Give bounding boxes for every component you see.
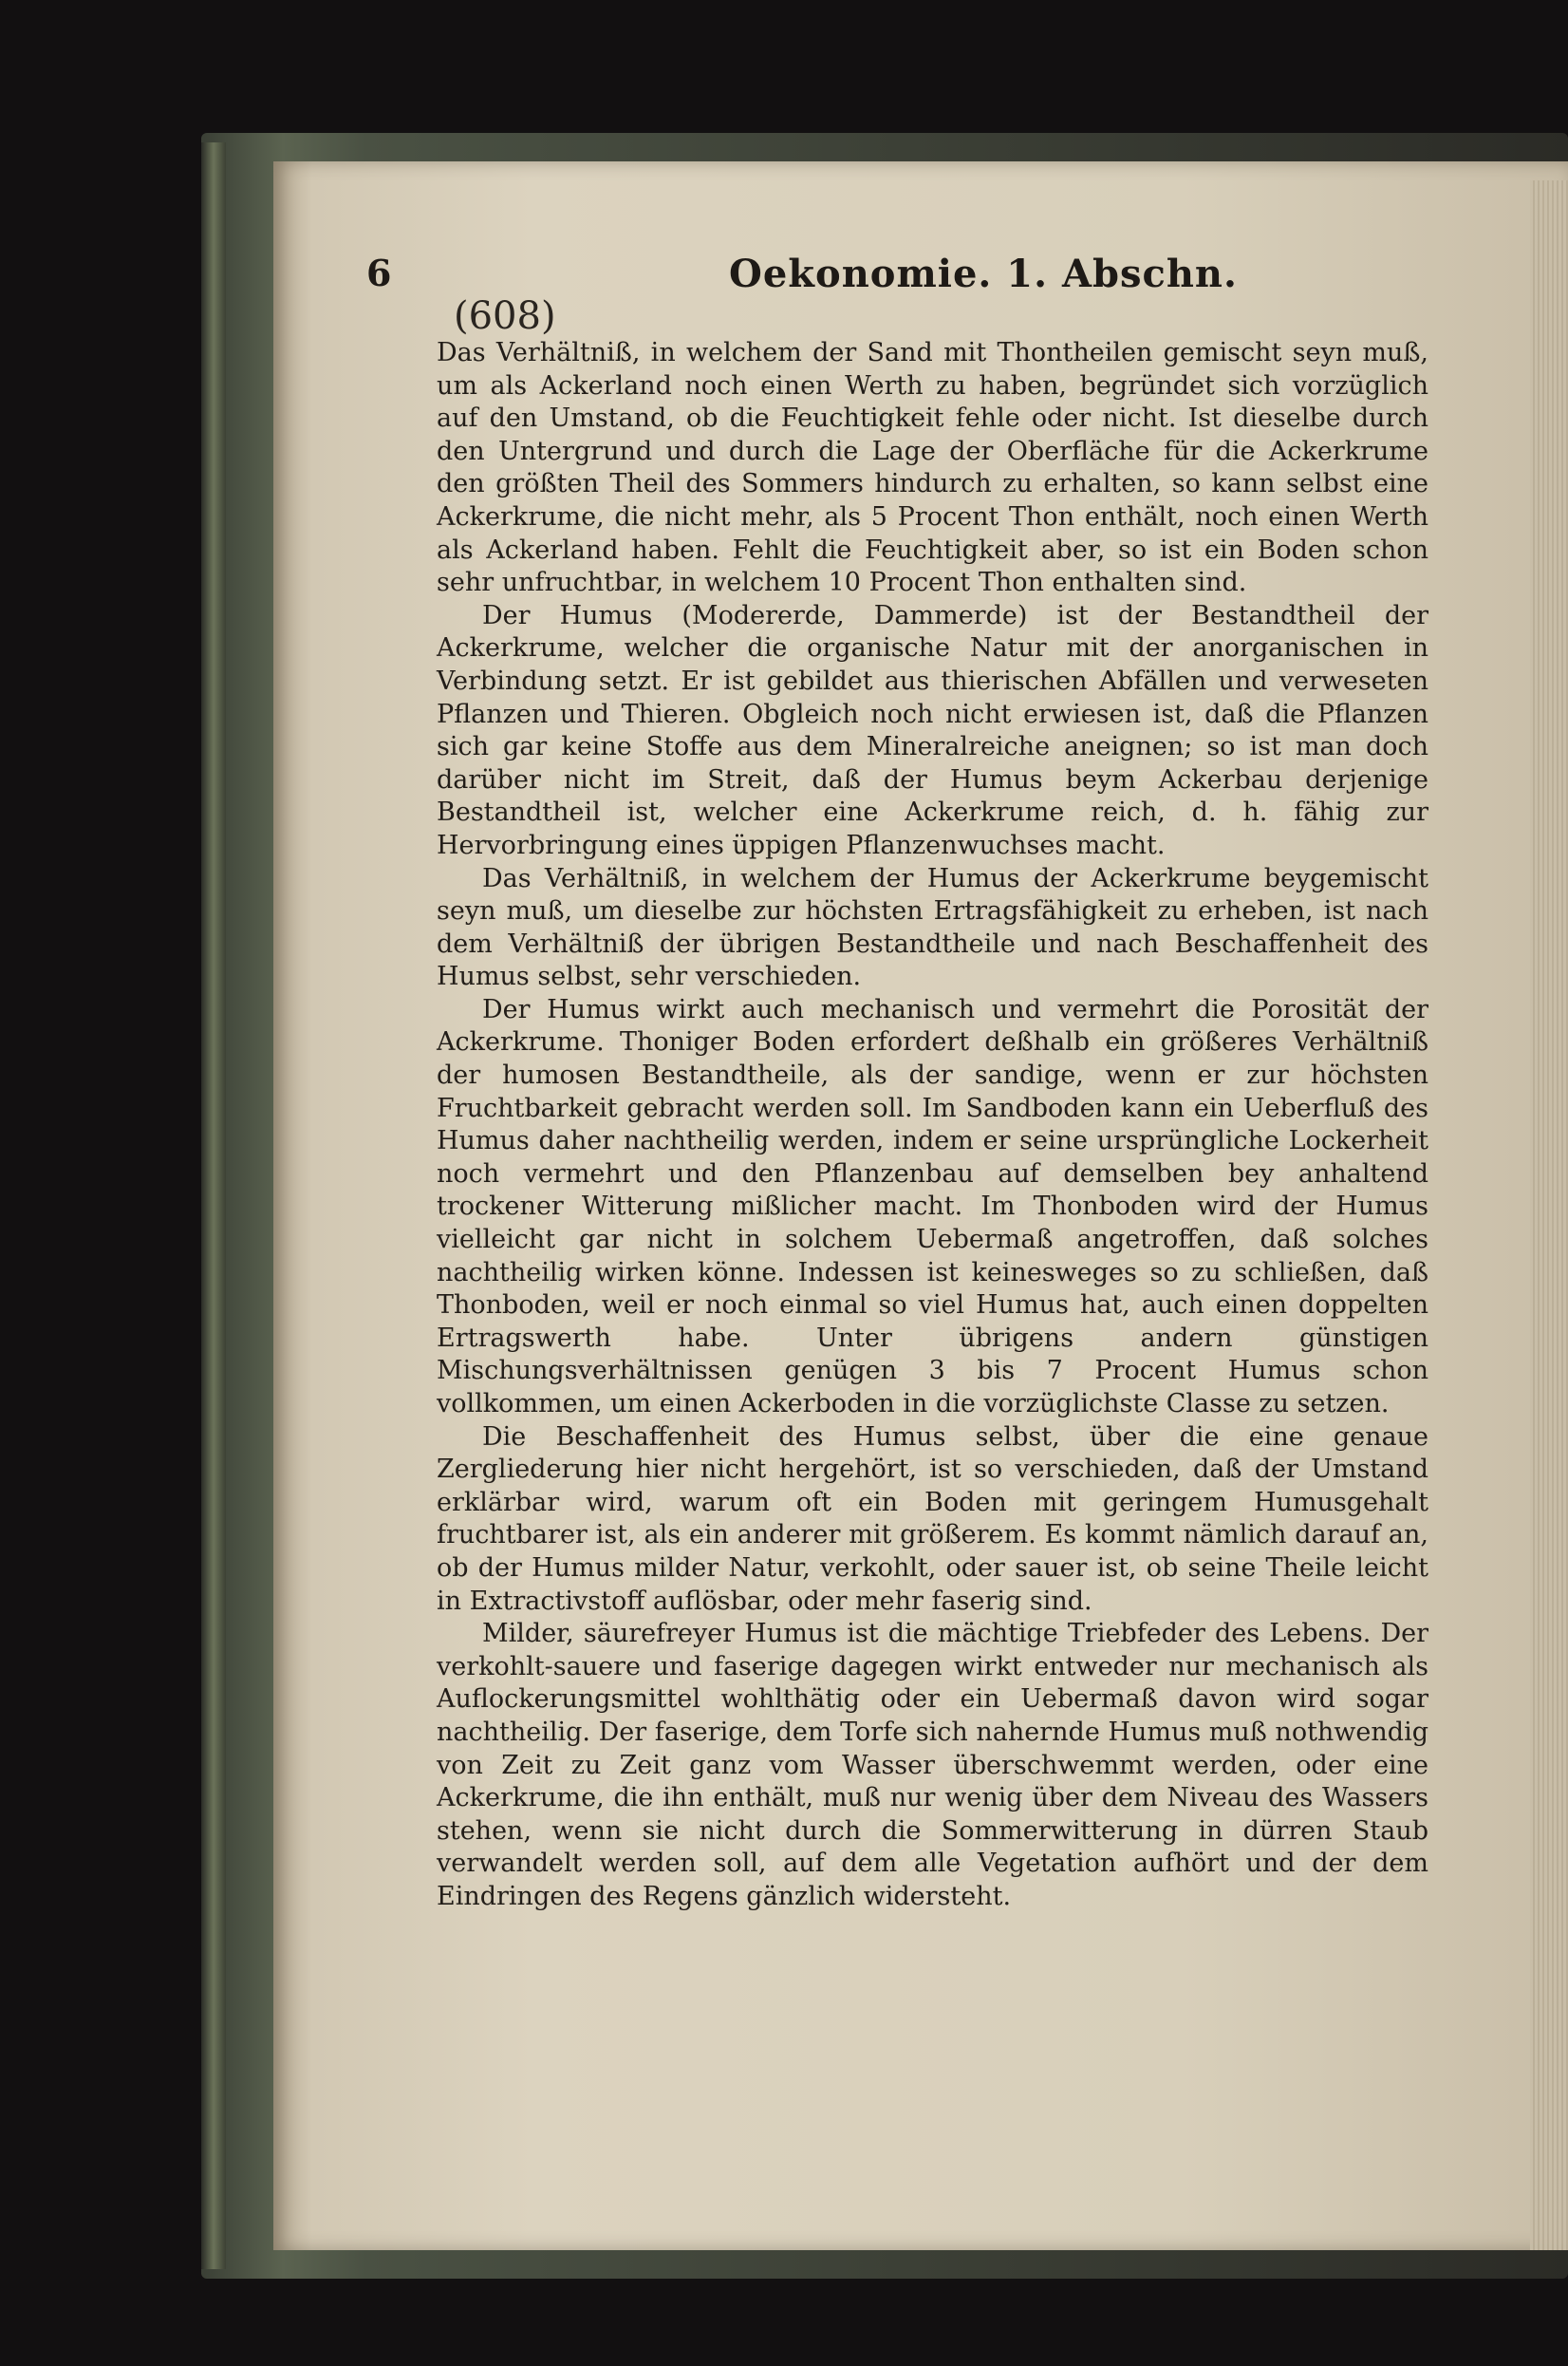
- paragraph-humus-porosity: Der Humus wirkt auch mechanisch und vermehrt die Porosität der Ackerkrume. Thoniger Boden erfordert deßhalb ein größeres Verhältniß der humosen Bestandtheile, als der sandige, wenn er zur höchsten Fruchtbarkeit gebracht werden soll. Im Sandboden kann ein Ueberfluß des Humus daher nachtheilig werden, indem er seine ursprüngliche Lockerheit noch vermehrt und den Pflanzenbau auf demselben bey anhaltend trockener Witterung mißlicher macht. Im Thonboden wird der Humus vielleicht gar nicht in solchem Uebermaß angetroffen, daß solches nachtheilig wirken könne. Indessen ist keinesweges so zu schließen, daß Thonboden, weil er noch einmal so viel Humus hat, auch einen doppelten Ertragswerth habe. Unter übrigens andern günstigen Mischungsverhältnissen genügen 3 bis 7 Procent Humus schon vollkommen, um einen Ackerboden in die vorzüglichste Classe zu setzen.: [437, 994, 1428, 1418]
- book-spine-edge: [201, 142, 226, 2269]
- paragraph-humus-ratio: Das Verhältniß, in welchem der Humus der Ackerkrume beygemischt seyn muß, um dieselbe zur höchsten Ertragsfähigkeit zu erheben, ist nach dem Verhältniß der übrigen Bestandtheile und nach Beschaffenheit des Humus selbst, sehr verschieden.: [437, 863, 1428, 992]
- paragraph-humus-quality: Die Beschaffenheit des Humus selbst, über die eine genaue Zergliederung hier nicht hergehört, ist so verschieden, daß der Umstand erklärbar wird, warum oft ein Boden mit geringem Humusgehalt fruchtbarer ist, als ein anderer mit größerem. Es kommt nämlich darauf an, ob der Humus milder Natur, verkohlt, oder sauer ist, ob seine Theile leicht in Extractivstoff auflösbar, oder mehr faserig sind.: [437, 1421, 1428, 1616]
- catalog-number: (608): [454, 294, 556, 338]
- page-stack-edge: [1530, 180, 1568, 2250]
- running-head: Oekonomie. 1. Abschn.: [729, 252, 1238, 296]
- paragraph-mild-humus: Milder, säurefreyer Humus ist die mächtige Triebfeder des Lebens. Der verkohlt-sauere und faserige dagegen wirkt entweder nur mechanisch als Auflockerungsmittel wohlthätig oder ein Uebermaß davon wird sogar nachtheilig. Der faserige, dem Torfe sich nahernde Humus muß nothwendig von Zeit zu Zeit ganz vom Wasser überschwemmt werden, oder eine Ackerkrume, die ihn enthält, muß nur wenig über dem Niveau des Wassers stehen, wenn sie nicht durch die Sommerwitterung in dürren Staub verwandelt werden soll, auf dem alle Vegetation aufhört und der dem Eindringen des Regens gänzlich widersteht.: [437, 1619, 1428, 1911]
- paragraph-sand-clay-ratio: Das Verhältniß, in welchem der Sand mit Thontheilen gemischt seyn muß, um als Ackerland noch einen Werth zu haben, begründet sich vorzüglich auf den Umstand, ob die Feuchtigkeit fehle oder nicht. Ist dieselbe durch den Untergrund und durch die Lage der Oberfläche für die Ackerkrume den größten Theil des Sommers hindurch zu erhalten, so kann selbst eine Ackerkrume, die nicht mehr, als 5 Procent Thon enthält, noch einen Werth als Ackerland haben. Fehlt die Feuchtigkeit aber, so ist ein Boden schon sehr unfruchtbar, in welchem 10 Procent Thon enthalten sind.: [437, 338, 1428, 598]
- page-number: 6: [366, 252, 392, 294]
- body-text: [437, 337, 1428, 1914]
- paragraph-humus-definition: Der Humus (Modererde, Dammerde) ist der Bestandtheil der Ackerkrume, welcher die organische Natur mit der anorganischen in Verbindung setzt. Er ist gebildet aus thierischen Abfällen und verweseten Pflanzen und Thieren. Obgleich noch nicht erwiesen ist, daß die Pflanzen sich gar keine Stoffe aus dem Mineralreiche aneignen; so ist man doch darüber nicht im Streit, daß der Humus beym Ackerbau derjenige Bestandtheil ist, welcher eine Ackerkrume reich, d. h. fähig zur Hervorbringung eines üppigen Pflanzenwuchses macht.: [437, 600, 1428, 860]
- page-header: [0, 252, 1568, 309]
